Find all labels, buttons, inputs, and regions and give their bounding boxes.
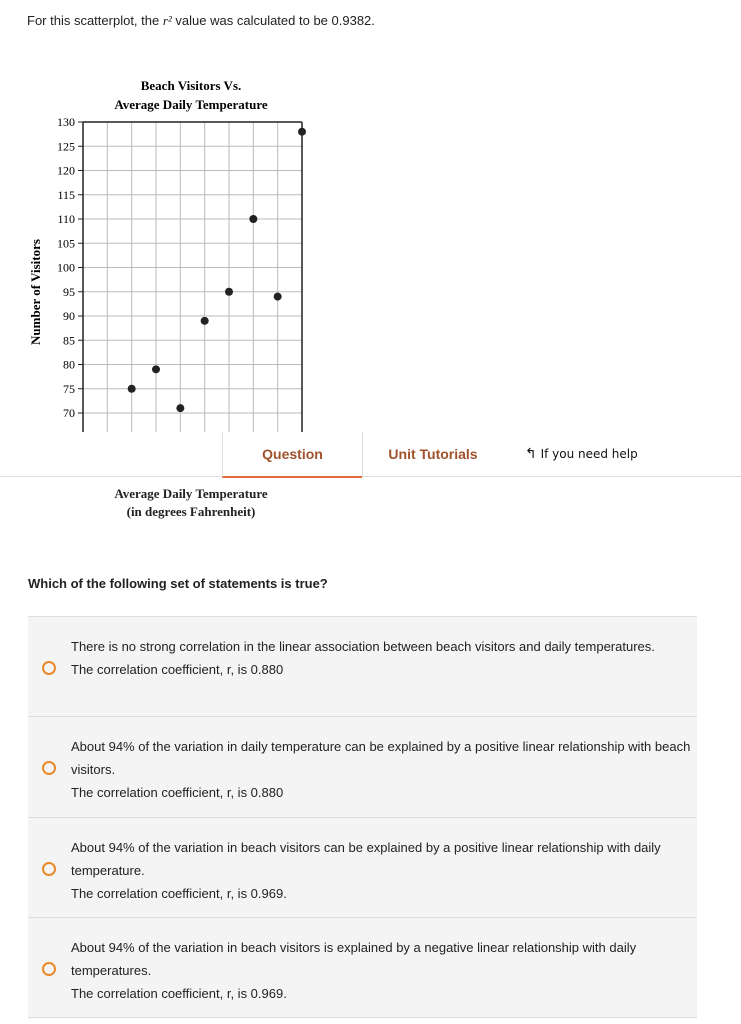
- tab-bar: [0, 432, 741, 477]
- y-tick-label: 80: [63, 357, 75, 372]
- data-point: [225, 288, 233, 296]
- data-point: [176, 404, 184, 412]
- option-statement: About 94% of the variation in beach visitors can be explained by a positive linear relationship with daily temperature.: [71, 840, 661, 878]
- y-tick-label: 70: [63, 406, 75, 420]
- option-text: [71, 635, 691, 681]
- option-text: [71, 936, 691, 1005]
- data-point: [274, 293, 282, 301]
- intro-after: value was calculated to be 0.9382.: [171, 13, 375, 28]
- y-tick-label: 110: [57, 212, 75, 226]
- back-arrow-icon: ↰: [525, 446, 537, 462]
- option-coefficient: The correlation coefficient, r, is 0.880: [71, 785, 284, 800]
- x-axis-label-1: Average Daily Temperature: [114, 486, 268, 501]
- option-statement: About 94% of the variation in beach visitors is explained by a negative linear relationship with daily temperatures.: [71, 940, 637, 978]
- data-point: [249, 215, 257, 223]
- help-text: If you need help: [540, 447, 638, 461]
- radio-button[interactable]: [42, 661, 56, 675]
- radio-button[interactable]: [42, 761, 56, 775]
- answer-option[interactable]: [28, 716, 697, 817]
- chart-title: Beach Visitors Vs.: [140, 78, 242, 93]
- y-tick-label: 75: [63, 381, 75, 396]
- y-axis-label: Number of Visitors: [28, 239, 43, 345]
- radio-button[interactable]: [42, 862, 56, 876]
- intro-before: For this scatterplot, the: [27, 13, 163, 28]
- option-coefficient: The correlation coefficient, r, is 0.969.: [71, 986, 287, 1001]
- answer-option[interactable]: [28, 616, 697, 716]
- data-point: [201, 317, 209, 325]
- data-point: [152, 365, 160, 373]
- y-tick-label: 125: [57, 139, 75, 154]
- option-coefficient: The correlation coefficient, r, is 0.880: [71, 662, 284, 677]
- question-text: Which of the following set of statements is true?: [28, 576, 328, 591]
- help-hint[interactable]: [525, 446, 638, 462]
- tab-unit-tutorials[interactable]: Unit Tutorials: [362, 432, 503, 476]
- y-tick-label: 85: [63, 333, 75, 348]
- y-tick-label: 100: [57, 260, 75, 275]
- option-text: [71, 735, 691, 804]
- y-tick-label: 105: [57, 236, 75, 251]
- option-coefficient: The correlation coefficient, r, is 0.969.: [71, 886, 287, 901]
- r-squared: r²: [162, 13, 172, 28]
- option-statement: There is no strong correlation in the linear association between beach visitors and daily temperatures.: [71, 639, 655, 654]
- y-tick-label: 130: [57, 115, 75, 129]
- data-point: [128, 385, 136, 393]
- y-tick-label: 120: [57, 163, 75, 178]
- data-point: [298, 128, 306, 136]
- y-tick-label: 90: [63, 309, 75, 323]
- chart-title: Average Daily Temperature: [114, 97, 268, 112]
- option-statement: About 94% of the variation in daily temperature can be explained by a positive linear relationship with beach visitors.: [71, 739, 691, 777]
- tab-question[interactable]: Question: [222, 432, 362, 478]
- answer-option[interactable]: [28, 817, 697, 917]
- option-text: [71, 836, 691, 905]
- radio-button[interactable]: [42, 962, 56, 976]
- x-axis-label-2: (in degrees Fahrenheit): [126, 504, 256, 519]
- answer-option[interactable]: [28, 917, 697, 1018]
- y-tick-label: 95: [63, 284, 75, 299]
- y-tick-label: 115: [57, 187, 75, 202]
